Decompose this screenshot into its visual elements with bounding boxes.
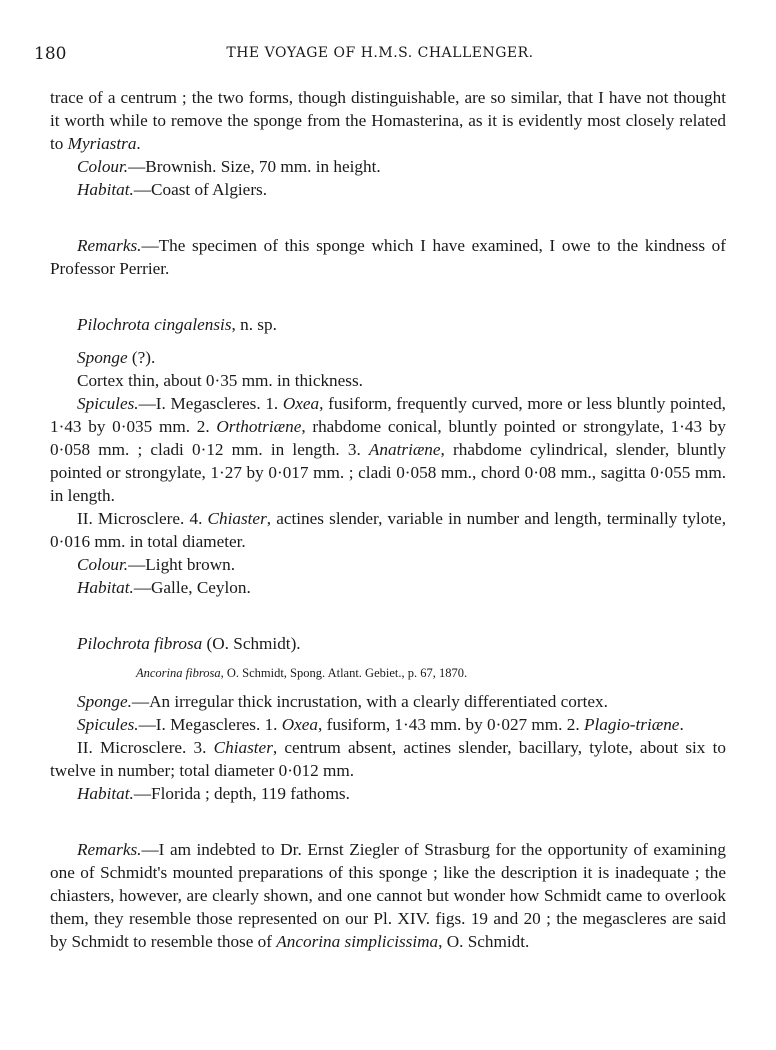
species-heading <box>50 313 726 336</box>
colour-line <box>50 553 726 576</box>
remarks-paragraph <box>50 234 726 280</box>
body-text <box>50 86 726 953</box>
intro-paragraph <box>50 86 726 155</box>
synonym-citation <box>50 664 726 682</box>
intro-text: trace of a centrum ; the two forms, though distinguishable, are so similar, that I have not thought it worth while to remove the sponge from the Homasterina, as it is evidently most closely related to <box>50 88 726 153</box>
sponge-line <box>50 346 726 369</box>
intro-text-end: . <box>136 134 141 153</box>
species-author: (O. Schmidt). <box>202 634 301 653</box>
genus-name: Myriastra <box>67 134 137 153</box>
oxea-term: Oxea <box>282 394 320 413</box>
habitat-line <box>50 576 726 599</box>
habitat-label: Habitat. <box>77 180 134 199</box>
spicules-text: —I. Megascleres. 1. <box>138 715 282 734</box>
anatriaene-term: Anatriæne <box>368 440 441 459</box>
microsclere-paragraph <box>50 507 726 553</box>
sponge-line <box>50 690 726 713</box>
remarks-paragraph <box>50 838 726 953</box>
chiaster-term: Chiaster <box>207 509 267 528</box>
sponge-label: Sponge <box>77 348 128 367</box>
oxea-term: Oxea <box>281 715 319 734</box>
page-number: 180 <box>34 44 67 64</box>
remarks-text: —The specimen of this sponge which I have examined, I owe to the kindness of Professor Perrier. <box>50 236 726 278</box>
spicules-paragraph <box>50 392 726 507</box>
remarks-label: Remarks. <box>77 840 142 859</box>
species-author: , n. sp. <box>231 315 277 334</box>
sponge-text: (?). <box>127 348 156 367</box>
species-heading <box>50 632 726 655</box>
habitat-label: Habitat. <box>77 784 134 803</box>
microsclere-text: II. Microsclere. 4. <box>77 509 208 528</box>
sponge-label: Sponge. <box>77 692 132 711</box>
chiaster-term: Chiaster <box>213 738 273 757</box>
habitat-label: Habitat. <box>77 578 134 597</box>
spicules-label: Spicules. <box>77 394 139 413</box>
species-reference: Ancorina simplicissima <box>276 932 439 951</box>
microsclere-text: , centrum absent, actines slender, bacillary, tylote, about six to twelve in number; total diameter 0·012 mm. <box>50 738 726 780</box>
spicules-label: Spicules. <box>77 715 139 734</box>
spicules-text: , rhabdome cylindrical, slender, bluntly pointed or strongylate, 1·27 by 0·017 mm. ; cladi 0·058 mm., chord 0·08 mm., sagitta 0·055 mm. in length. <box>50 440 726 505</box>
citation-text: , O. Schmidt, Spong. Atlant. Gebiet., p. 67, 1870. <box>220 666 468 680</box>
citation-name: Ancorina fibrosa <box>136 666 221 680</box>
colour-label: Colour. <box>77 555 129 574</box>
colour-line <box>50 155 726 178</box>
habitat-text: —Florida ; depth, 119 fathoms. <box>133 784 350 803</box>
spicules-text: , fusiform, frequently curved, more or less bluntly pointed, 1·43 by 0·035 mm. 2. <box>50 394 726 436</box>
colour-text: —Brownish. Size, 70 mm. in height. <box>128 157 381 176</box>
orthotriaene-term: Orthotriæne <box>216 417 302 436</box>
running-title: THE VOYAGE OF H.M.S. CHALLENGER. <box>226 45 534 61</box>
remarks-text-end: , O. Schmidt. <box>438 932 530 951</box>
spicules-paragraph <box>50 713 726 736</box>
spicules-text: , rhabdome conical, bluntly pointed or strongylate, 1·43 by 0·058 mm. ; cladi 0·12 mm. in length. 3. <box>50 417 727 459</box>
cortex-line: Cortex thin, about 0·35 mm. in thickness. <box>77 371 363 390</box>
spicules-text: , fusiform, 1·43 mm. by 0·027 mm. 2. <box>318 715 584 734</box>
remarks-text: —I am indebted to Dr. Ernst Ziegler of Strasburg for the opportunity of examining one of Schmidt's mounted preparations of this sponge ; like the description it is inadequate ; the chiasters, however, are clearly shown, and one cannot but wonder how Schmidt came to overlook them, they resemble those represented on our Pl. XIV. figs. 19 and 20 ; the megascleres are said by Schmidt to resemble those of <box>50 840 726 951</box>
species-name: Pilochrota fibrosa <box>77 634 203 653</box>
plagiotriaene-term: Plagio-triæne <box>583 715 680 734</box>
sponge-text: —An irregular thick incrustation, with a clearly differentiated cortex. <box>131 692 608 711</box>
microsclere-text: , actines slender, variable in number and length, terminally tylote, 0·016 mm. in total diameter. <box>50 509 726 551</box>
running-header <box>34 44 726 68</box>
colour-text: —Light brown. <box>128 555 236 574</box>
colour-label: Colour. <box>77 157 129 176</box>
spicules-text: —I. Megascleres. 1. <box>138 394 283 413</box>
spicules-text: . <box>679 715 684 734</box>
habitat-text: —Coast of Algiers. <box>133 180 268 199</box>
remarks-label: Remarks. <box>77 236 142 255</box>
habitat-line <box>50 782 726 805</box>
species-name: Pilochrota cingalensis <box>77 315 232 334</box>
habitat-line <box>50 178 726 201</box>
microsclere-paragraph <box>50 736 726 782</box>
habitat-text: —Galle, Ceylon. <box>133 578 251 597</box>
microsclere-text: II. Microsclere. 3. <box>77 738 214 757</box>
